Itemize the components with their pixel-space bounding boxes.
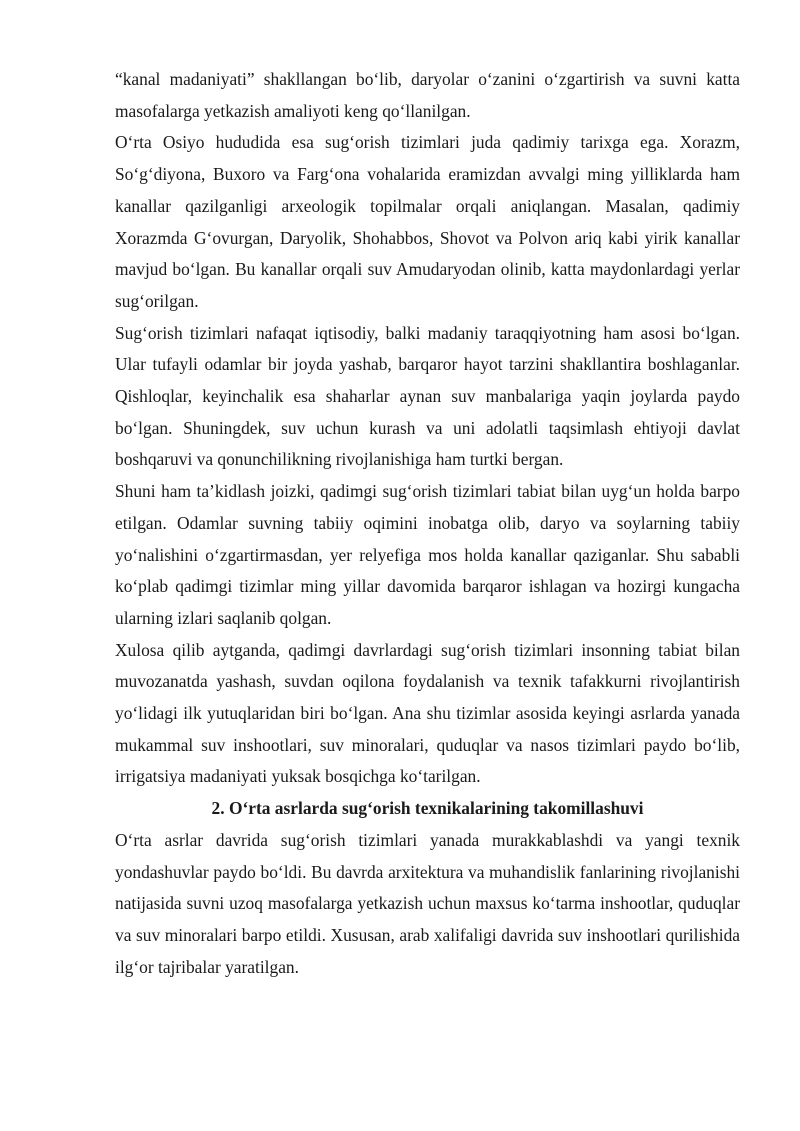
- paragraph-continuation: “kanal madaniyati” shakllangan bo‘lib, daryolar o‘zanini o‘zgartirish va suvni katta masofalarga yetkazish amaliyoti keng qo‘llanilgan.: [115, 69, 740, 121]
- paragraph-cultural-progress: Sug‘orish tizimlari nafaqat iqtisodiy, balki madaniy taraqqiyotning ham asosi bo‘lgan. Ular tufayli odamlar bir joyda yashab, barqaror hayot tarzini shakllantira boshlaganlar. Qishloqlar, keyinchalik esa shaharlar aynan suv manbalariga yaqin joylarda paydo bo‘lgan. Shuningdek, suv uchun kurash va uni adolatli taqsimlash ehtiyoji davlat boshqaruvi va qonunchilikning rivojlanishiga ham turtki bergan.: [115, 322, 740, 470]
- paragraph-harmony-with-nature: Shuni ham ta’kidlash joizki, qadimgi sug‘orish tizimlari tabiat bilan uyg‘un holda barpo etilgan. Odamlar suvning tabiiy oqimini inobatga olib, daryo va soylarning tabiiy yo‘nalishini o‘zgartirmasdan, yer relyefiga mos holda kanallar qaziganlar. Shu sababli ko‘plab qadimgi tizimlar ming yillar davomida barqaror ishlagan va hozirgi kungacha ularning izlari saqlanib qolgan.: [115, 481, 740, 628]
- paragraph-middle-ages: O‘rta asrlar davrida sug‘orish tizimlari yanada murakkablashdi va yangi texnik yondashuvlar paydo bo‘ldi. Bu davrda arxitektura va muhandislik fanlarining rivojlanishi natijasida suvni uzoq masofalarga yetkazish uchun maxsus ko‘tarma inshootlar, quduqlar va suv minoralari barpo etildi. Xususan, arab xalifaligi davrida suv inshootlari qurilishida ilg‘or tajribalar yaratilgan.: [115, 829, 740, 977]
- paragraph-central-asia: O‘rta Osiyo hududida esa sug‘orish tizimlari juda qadimiy tarixga ega. Xorazm, So‘g‘diyona, Buxoro va Farg‘ona vohalarida eramizdan avvalgi ming yilliklarda ham kanallar qazilganligi arxeologik topilmalar orqali aniqlangan. Masalan, qadimiy Xorazmda G‘ovurgan, Daryolik, Shohabbos, Shovot va Polvon ariq kabi yirik kanallar mavjud bo‘lgan. Bu kanallar orqali suv Amudaryodan olinib, katta maydonlardagi yerlar sug‘orilgan.: [115, 132, 740, 311]
- paragraph-conclusion: Xulosa qilib aytganda, qadimgi davrlardagi sug‘orish tizimlari insonning tabiat bilan muvozanatda yashash, suvdan oqilona foydalanish va texnik tafakkurni rivojlantirish yo‘lidagi ilk yutuqlaridan biri bo‘lgan. Ana shu tizimlar asosida keyingi asrlarda yanada mukammal suv inshootlari, suv minoralari, quduqlar va nasos tizimlari paydo bo‘lib, irrigatsiya madaniyati yuksak bosqichga ko‘tarilgan.: [115, 639, 740, 787]
- section-heading: 2. O‘rta asrlarda sug‘orish texnikalarining takomillashuvi: [211, 798, 644, 819]
- document-page: [115, 64, 740, 983]
